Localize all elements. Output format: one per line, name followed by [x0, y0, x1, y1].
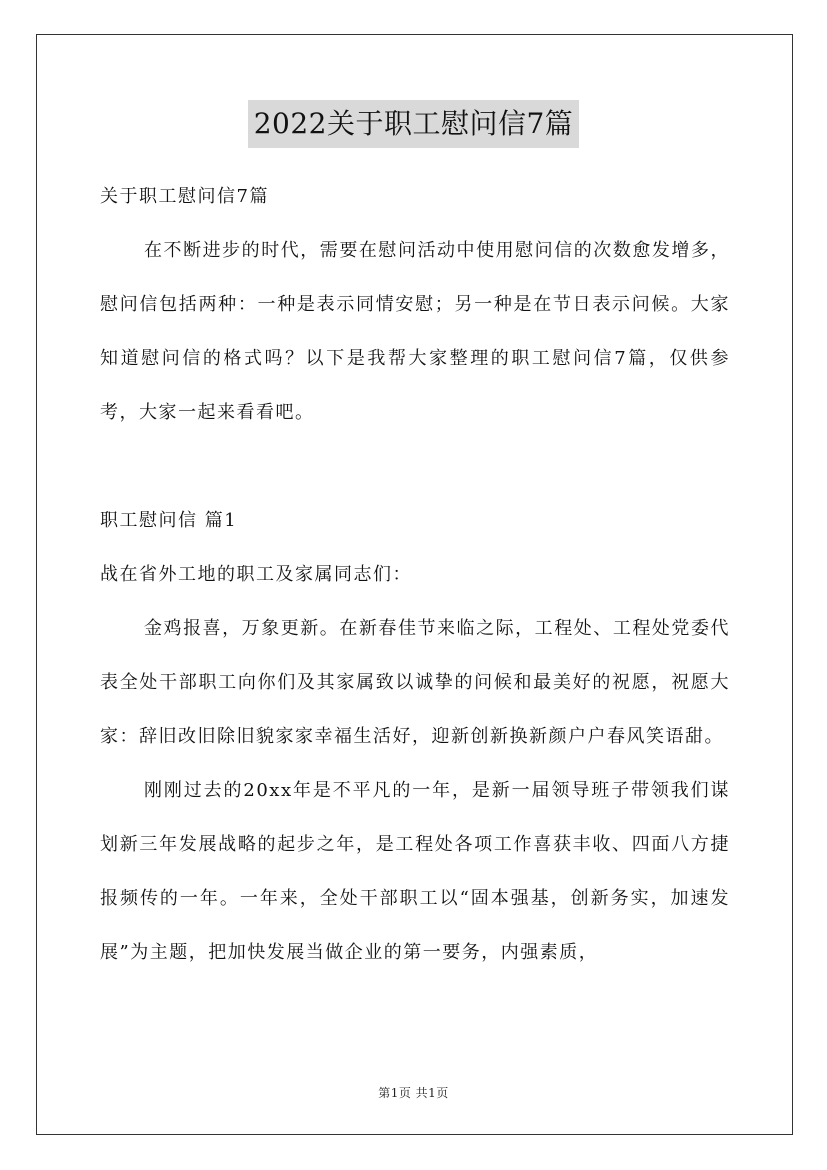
document-title-text: 2022关于职工慰问信7篇: [248, 100, 580, 148]
document-title: [0, 100, 827, 148]
body-paragraph: 金鸡报喜，万象更新。在新春佳节来临之际，工程处、工程处党委代表全处干部职工向你们及其家属致以诚挚的问候和最美好的祝愿，祝愿大家：辞旧改旧除旧貌家家幸福生活好，迎新创新换新颜户户春风笑语甜。: [100, 618, 730, 747]
document-body: [100, 170, 730, 980]
letter-salutation: 战在省外工地的职工及家属同志们：: [100, 564, 412, 585]
page-footer: 第1页 共1页: [378, 1086, 449, 1100]
body-paragraph: 刚刚过去的20xx年是不平凡的一年，是新一届领导班子带领我们谋划新三年发展战略的起步之年，是工程处各项工作喜获丰收、四面八方捷报频传的一年。一年来，全处干部职工以“固本强基，创新务实，加速发展”为主题，把加快发展当做企业的第一要务，内强素质，: [100, 780, 730, 963]
subtitle: 关于职工慰问信7篇: [100, 186, 269, 207]
intro-paragraph: 在不断进步的时代，需要在慰问活动中使用慰问信的次数愈发增多，慰问信包括两种：一种是表示同情安慰；另一种是在节日表示问候。大家知道慰问信的格式吗？以下是我帮大家整理的职工慰问信7篇，仅供参考，大家一起来看看吧。: [100, 240, 730, 423]
section-heading: 职工慰问信 篇1: [100, 510, 238, 531]
section-spacer: [100, 440, 730, 494]
